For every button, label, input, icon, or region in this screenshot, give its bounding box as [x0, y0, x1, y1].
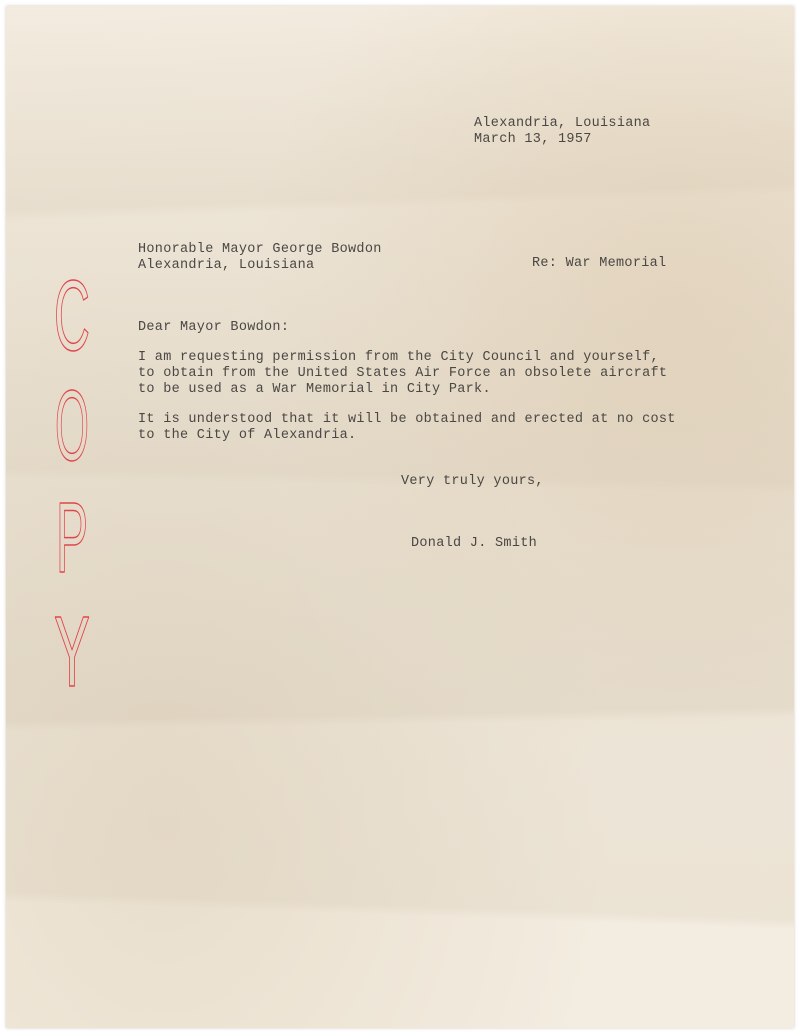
letter-place: Alexandria, Louisiana [474, 116, 651, 131]
salutation: Dear Mayor Bowdon: [138, 320, 290, 335]
recipient-city: Alexandria, Louisiana [138, 258, 315, 273]
recipient-name: Honorable Mayor George Bowdon [138, 242, 382, 257]
stamp-letter-o: O [55, 370, 89, 482]
paragraph-2-line-2: to the City of Alexandria. [138, 428, 357, 443]
paragraph-1-line-3: to be used as a War Memorial in City Park. [138, 382, 491, 397]
paragraph-2-line-1: It is understood that it will be obtained and erected at no cost [138, 412, 676, 427]
letter-paper [6, 6, 794, 1028]
paragraph-1-line-1: I am requesting permission from the City Council and yourself, [138, 350, 659, 365]
closing: Very truly yours, [401, 474, 544, 489]
copy-stamp [52, 260, 92, 708]
stamp-letter-c: C [54, 260, 90, 372]
stamp-letter-y: Y [54, 596, 90, 708]
subject-line: Re: War Memorial [532, 256, 667, 271]
signature: Donald J. Smith [411, 536, 538, 551]
paragraph-1-line-2: to obtain from the United States Air Force an obsolete aircraft [138, 366, 668, 381]
stamp-letter-p: P [56, 482, 88, 594]
letter-date: March 13, 1957 [474, 132, 592, 147]
